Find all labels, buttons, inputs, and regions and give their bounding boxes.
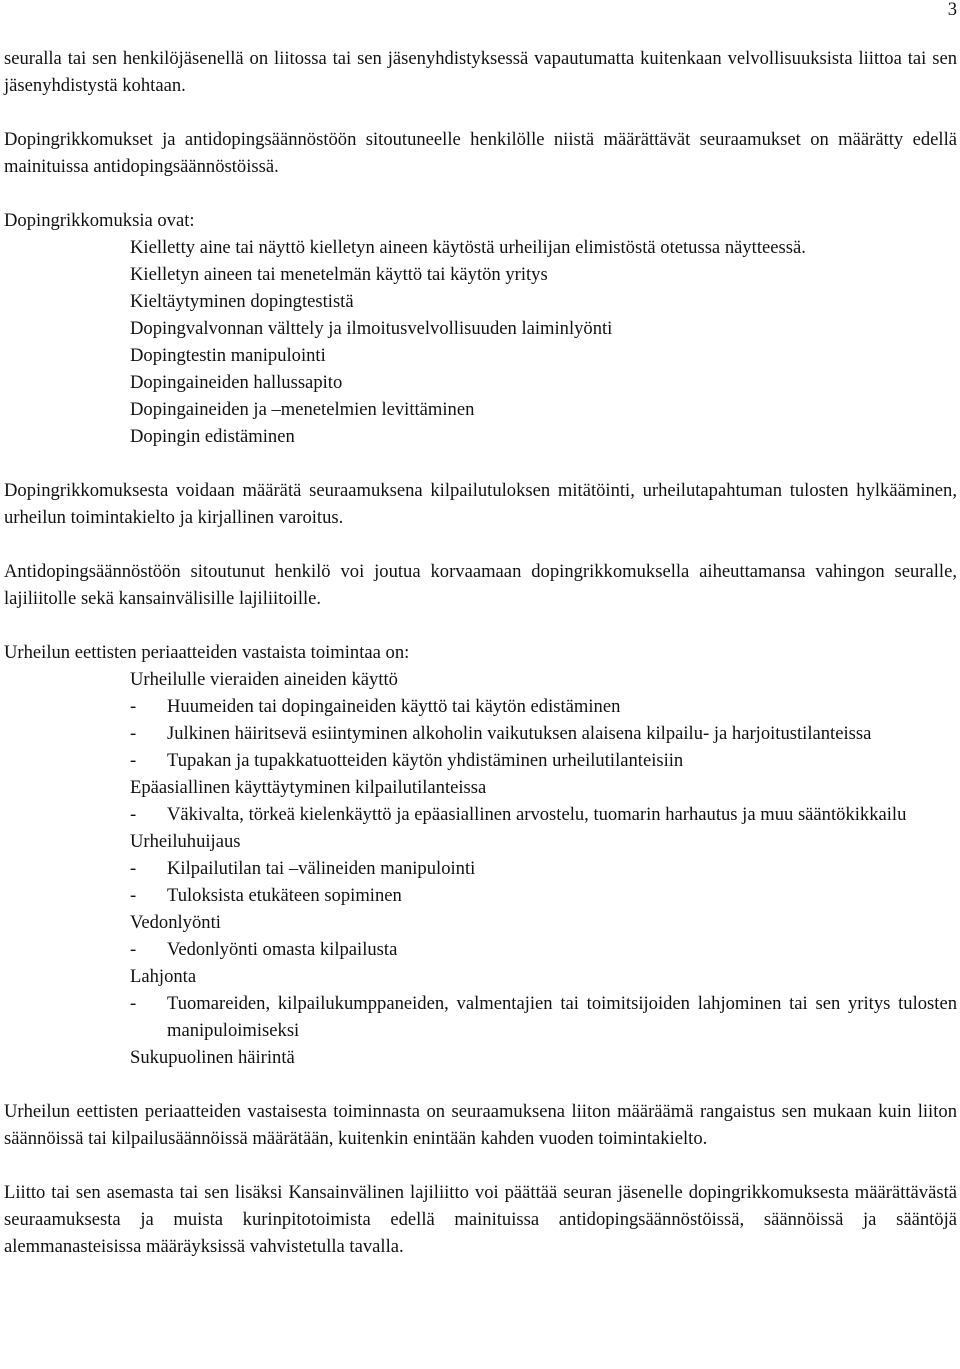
doping-violations-heading: Dopingrikkomuksia ovat:: [4, 210, 195, 231]
category-heading: Vedonlyönti: [130, 912, 221, 933]
list-item-text: Kilpailutilan tai –välineiden manipulointi: [167, 858, 476, 879]
list-item: [4, 990, 957, 1044]
paragraph-international-federation: Liitto tai sen asemasta tai sen lisäksi Kansainvälinen lajiliitto voi päättää seuran jäsenelle dopingrikkomuksesta määrättävästä seuraamuksesta ja muista kurinpitotoimista edellä mainituissa antidopingsäännöstöissä, säännöissä ja sääntöjä alemmanasteisissa määräyksissä vahvistetulla tavalla.: [4, 1182, 957, 1257]
category-heading: Lahjonta: [130, 966, 197, 987]
list-item-text: Tuomareiden, kilpailukumppaneiden, valmentajien tai toimitsijoiden lahjominen tai sen yritys tulosten manipuloimiseksi: [167, 993, 957, 1041]
list-item: [4, 693, 957, 720]
list-item: Dopingtestin manipulointi: [130, 345, 326, 366]
ethics-violations-heading: Urheilun eettisten periaatteiden vastaista toimintaa on:: [4, 642, 410, 663]
list-item: Kielletyn aineen tai menetelmän käyttö tai käytön yritys: [130, 264, 548, 285]
paragraph-membership: seuralla tai sen henkilöjäsenellä on liitossa tai sen jäsenyhdistyksessä vapautumatta kuitenkaan velvollisuuksista liittoa tai sen jäsenyhdistystä kohtaan.: [4, 48, 957, 96]
category-heading: Sukupuolinen häirintä: [130, 1047, 295, 1068]
list-item: Dopingvalvonnan välttely ja ilmoitusvelvollisuuden laiminlyönti: [130, 318, 613, 339]
list-item: [4, 936, 957, 963]
list-item-text: Tuloksista etukäteen sopiminen: [167, 885, 402, 906]
list-item: Kielletty aine tai näyttö kielletyn aineen käytöstä urheilijan elimistöstä otetussa näytteessä.: [130, 237, 806, 258]
dash-marker: -: [130, 804, 137, 825]
page-number: 3: [947, 0, 957, 20]
category-heading: Urheilulle vieraiden aineiden käyttö: [130, 669, 398, 690]
category-heading: Epäasiallinen käyttäytyminen kilpailutilanteissa: [130, 777, 487, 798]
dash-marker: -: [130, 939, 137, 960]
ethics-violations-section: [4, 639, 957, 1071]
list-item: Dopingin edistäminen: [130, 426, 295, 447]
list-item: [4, 720, 957, 747]
list-item-text: Vedonlyönti omasta kilpailusta: [167, 939, 398, 960]
list-item: [4, 855, 957, 882]
list-item: [4, 801, 957, 828]
list-item: [4, 747, 957, 774]
dash-marker: -: [130, 858, 137, 879]
paragraph-doping-consequences: Dopingrikkomuksesta voidaan määrätä seuraamuksena kilpailutuloksen mitätöinti, urheilutapahtuman tulosten hylkääminen, urheilun toimintakielto ja kirjallinen varoitus.: [4, 480, 957, 528]
list-item: Kieltäytyminen dopingtestistä: [130, 291, 354, 312]
list-item-text: Julkinen häiritsevä esiintyminen alkoholin vaikutuksen alaisena kilpailu- ja harjoitustilanteissa: [167, 723, 872, 744]
list-item: Dopingaineiden hallussapito: [130, 372, 343, 393]
dash-marker: -: [130, 885, 137, 906]
list-item-text: Väkivalta, törkeä kielenkäyttö ja epäasiallinen arvostelu, tuomarin harhautus ja muu sääntökikkailu: [167, 804, 907, 825]
paragraph-ethics-sanctions: Urheilun eettisten periaatteiden vastaisesta toiminnasta on seuraamuksena liiton määräämä rangaistus sen mukaan kuin liiton säännöissä tai kilpailusäännöissä määrätään, kuitenkin enintään kahden vuoden toimintakielto.: [4, 1101, 957, 1149]
dash-marker: -: [130, 723, 137, 744]
paragraph-damages: Antidopingsäännöstöön sitoutunut henkilö voi joutua korvaamaan dopingrikkomuksella aiheuttamansa vahingon seuralle, lajiliitolle sekä kansainvälisille lajiliitoille.: [4, 561, 957, 609]
list-item: Dopingaineiden ja –menetelmien levittäminen: [130, 399, 475, 420]
category-heading: Urheiluhuijaus: [130, 831, 241, 852]
paragraph-doping-sanctions: Dopingrikkomukset ja antidopingsäännöstöön sitoutuneelle henkilölle niistä määrättävät seuraamukset on määrätty edellä mainituissa antidopingsäännöstöissä.: [4, 129, 957, 177]
list-item-text: Tupakan ja tupakkatuotteiden käytön yhdistäminen urheilutilanteisiin: [167, 750, 684, 771]
document-body: [4, 45, 957, 1287]
dash-marker: -: [130, 696, 137, 717]
dash-marker: -: [130, 993, 137, 1014]
doping-violations-section: [4, 207, 957, 450]
list-item-text: Huumeiden tai dopingaineiden käyttö tai käytön edistäminen: [167, 696, 621, 717]
dash-marker: -: [130, 750, 137, 771]
list-item: [4, 882, 957, 909]
